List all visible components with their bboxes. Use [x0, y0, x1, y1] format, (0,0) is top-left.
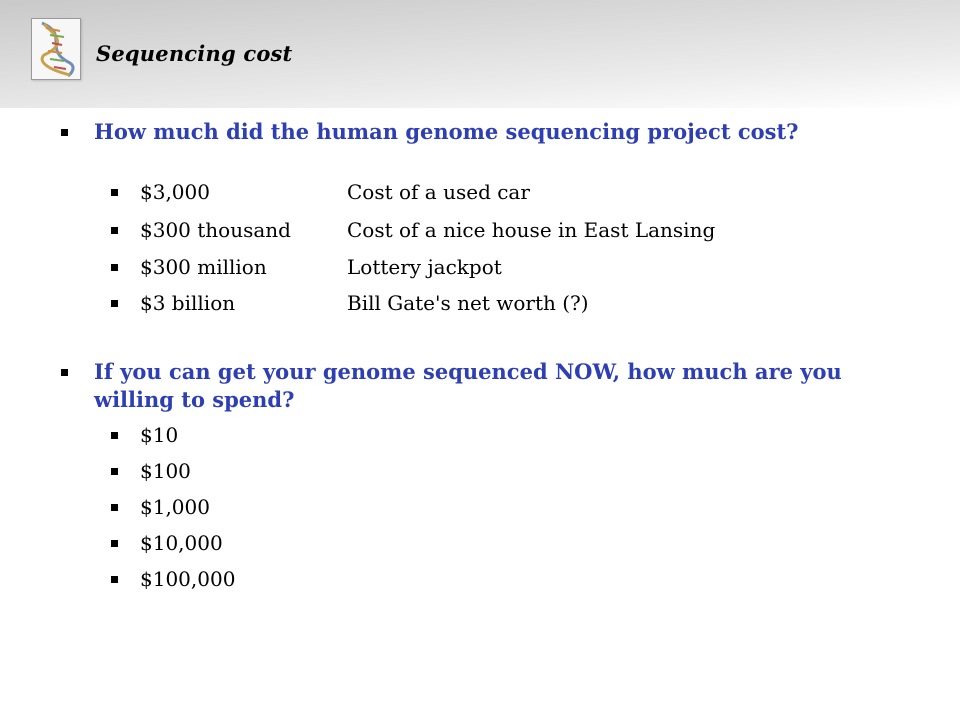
q1-option-1-description: Cost of a used car — [347, 180, 530, 204]
dna-helix-icon — [31, 18, 81, 80]
question-2-text: If you can get your genome sequenced NOW, how much are you willing to spend? — [94, 359, 842, 412]
bullet-q2-option-3 — [111, 504, 118, 511]
q2-option-4-amount: $10,000 — [140, 531, 223, 555]
question-1-text: How much did the human genome sequencing project cost? — [94, 119, 799, 144]
q1-option-3-description: Lottery jackpot — [347, 255, 502, 279]
bullet-question-2 — [61, 369, 68, 376]
q1-option-1-amount: $3,000 — [140, 180, 210, 204]
bullet-q2-option-1 — [111, 432, 118, 439]
bullet-q1-option-4 — [111, 300, 118, 307]
bullet-q2-option-4 — [111, 540, 118, 547]
bullet-q2-option-2 — [111, 468, 118, 475]
bullet-q1-option-1 — [111, 189, 118, 196]
bullet-q1-option-2 — [111, 227, 118, 234]
q1-option-2-description: Cost of a nice house in East Lansing — [347, 218, 716, 242]
q1-option-3-amount: $300 million — [140, 255, 267, 279]
q1-option-4-description: Bill Gate's net worth (?) — [347, 291, 589, 315]
q1-option-2-amount: $300 thousand — [140, 218, 291, 242]
q2-option-1-amount: $10 — [140, 423, 179, 447]
bullet-question-1 — [61, 129, 68, 136]
bullet-q2-option-5 — [111, 576, 118, 583]
slide-title: Sequencing cost — [96, 41, 293, 66]
q1-option-4-amount: $3 billion — [140, 291, 236, 315]
q2-option-3-amount: $1,000 — [140, 495, 210, 519]
bullet-q1-option-3 — [111, 264, 118, 271]
q2-option-5-amount: $100,000 — [140, 567, 236, 591]
q2-option-2-amount: $100 — [140, 459, 191, 483]
